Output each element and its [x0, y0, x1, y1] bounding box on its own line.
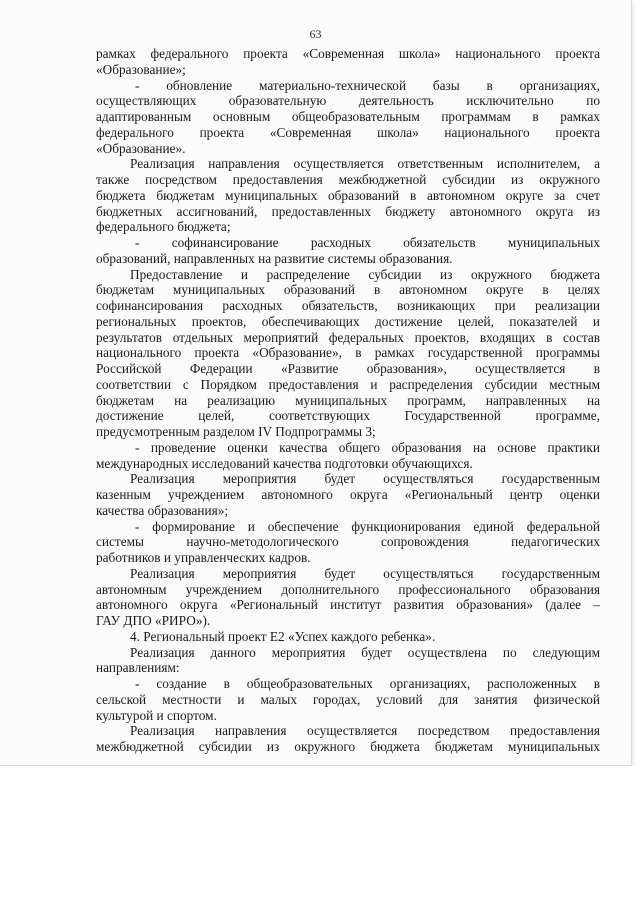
text-line: Реализация данного мероприятия будет осуществлена по следующим — [130, 644, 600, 660]
text-line: 4. Региональный проект Е2 «Успех каждого ребенка». — [130, 628, 436, 644]
text-line: соответствии с Порядком предоставления и распределения субсидии местным — [96, 376, 600, 392]
page-background — [0, 766, 640, 905]
text-line: региональных проектов, обеспечивающих достижение целей, показателей и — [96, 313, 600, 329]
text-line: бюджетам на реализацию муниципальных программ, направленных на — [96, 392, 600, 408]
text-line: межбюджетной субсидии из окружного бюджета бюджетам муниципальных — [96, 739, 600, 754]
text-line: Реализация мероприятия будет осуществляться государственным — [130, 565, 600, 581]
paragraph — [96, 471, 600, 518]
text-line: качества образования»; — [96, 502, 229, 518]
text-line: рамках федерального проекта «Современная школа» национального проекта — [96, 46, 600, 61]
text-line: Реализация направления осуществляется ответственным исполнителем, а — [130, 156, 600, 172]
text-line: автономным учреждением дополнительного профессионального образования — [96, 581, 600, 597]
text-line: национального проекта «Образование», в рамках государственной программы — [96, 345, 600, 361]
text-line: федерального проекта «Современная школа» национального проекта — [96, 124, 600, 140]
paragraph — [96, 267, 600, 440]
list-item — [96, 78, 600, 157]
list-item — [96, 235, 600, 267]
text-line: образований, направленных на развитие системы образования. — [96, 250, 453, 266]
text-line: федерального бюджета; — [96, 219, 231, 235]
list-item — [96, 440, 600, 472]
text-line: адаптированным основным общеобразовательным программам в рамках — [96, 109, 600, 124]
text-line: Реализация направления осуществляется посредством предоставления — [130, 723, 600, 739]
text-line: Реализация мероприятия будет осуществляться государственным — [130, 471, 600, 487]
text-line: системы научно-методологического сопровождения педагогических — [96, 534, 600, 550]
paragraph — [96, 156, 600, 235]
text-line: - обновление материально-технической базы в организациях, — [135, 77, 600, 93]
text-line: - формирование и обеспечение функционирования единой федеральной — [135, 518, 600, 534]
section-heading — [96, 629, 600, 645]
text-line: также посредством предоставления межбюджетной субсидии из окружного — [96, 172, 600, 187]
text-line: результатов отдельных мероприятий федеральных проектов, входящих в состав — [96, 329, 600, 345]
text-line: культурой и спортом. — [96, 707, 217, 723]
paragraph — [96, 645, 600, 677]
text-line: сельской местности и малых городах, условий для занятия физической — [96, 691, 600, 707]
text-line: международных исследований качества подготовки обучающихся. — [96, 455, 473, 471]
text-line: Предоставление и распределение субсидии из окружного бюджета — [130, 266, 600, 282]
text-line: работников и управленческих кадров. — [96, 550, 311, 565]
text-line: - проведение оценки качества общего образования на основе практики — [135, 439, 600, 455]
text-line: осуществляющих образовательную деятельность исключительно по — [96, 93, 600, 109]
text-line: софинансирования расходных обязательств, возникающих при реализации — [96, 298, 600, 313]
text-line: бюджетам муниципальных образований в автономном округе в целях — [96, 282, 600, 298]
document-body — [96, 46, 600, 755]
text-line: бюджетных ассигнований, предоставленных бюджету автономного округа из — [96, 203, 600, 219]
text-line: автономного округа «Региональный институт развития образования» (далее – — [96, 597, 600, 613]
paragraph — [96, 46, 600, 78]
text-line: предусмотренным разделом IV Подпрограммы 3; — [96, 424, 376, 439]
text-line: Российской Федерации «Развитие образования», осуществляется в — [96, 361, 600, 376]
text-line: достижение целей, соответствующих Государственной программе, — [96, 408, 600, 424]
text-line: бюджета бюджетам муниципальных образований в автономном округе за счет — [96, 187, 600, 203]
text-line: направлениям: — [96, 660, 180, 676]
text-line: ГАУ ДПО «РИРО»). — [96, 613, 211, 628]
list-item — [96, 676, 600, 723]
text-line: «Образование». — [96, 140, 186, 156]
text-line: - создание в общеобразовательных организациях, расположенных в — [135, 676, 600, 691]
text-line: казенным учреждением автономного округа «Региональный центр оценки — [96, 487, 600, 502]
list-item — [96, 519, 600, 566]
text-line: «Образование»; — [96, 61, 186, 77]
paragraph — [96, 566, 600, 629]
paragraph — [96, 723, 600, 755]
page-number: 63 — [309, 27, 322, 41]
text-line: - софинансирование расходных обязательств муниципальных — [135, 235, 600, 250]
